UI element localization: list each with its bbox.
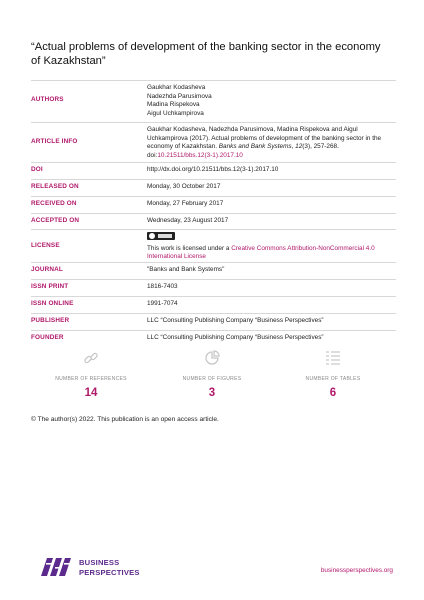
divider <box>31 122 396 123</box>
references-label: NUMBER OF REFERENCES <box>55 376 127 382</box>
doi-label: DOI <box>31 166 43 173</box>
references-value: 14 <box>84 387 98 399</box>
issn-online-value: 1991-7074 <box>147 300 178 307</box>
citation-journal: Banks and Bank Systems <box>218 143 292 151</box>
divider <box>31 179 396 180</box>
stat-tables <box>273 350 393 399</box>
logo-line2: PERSPECTIVES <box>79 567 140 577</box>
author-name: Gaukhar Kodasheva <box>147 84 206 91</box>
founder-value: LLC “Consulting Publishing Company “Business Perspectives” <box>147 334 324 341</box>
tables-value: 6 <box>329 387 337 399</box>
released-label: RELEASED ON <box>31 183 79 190</box>
page-title: “Actual problems of development of the banking sector in the economy of Kazakhstan” <box>31 41 381 67</box>
authors-label: AUTHORS <box>31 96 64 103</box>
stat-figures <box>152 350 272 399</box>
cc-license-icon[interactable] <box>147 232 175 240</box>
authors-value <box>147 84 397 118</box>
logo-text <box>79 558 140 577</box>
issn-print-value: 1816-7403 <box>147 283 178 290</box>
author-name: Madina Rispekova <box>147 101 200 109</box>
divider <box>31 279 396 280</box>
divider <box>31 162 396 163</box>
journal-value: "Banks and Bank Systems" <box>147 266 225 273</box>
figures-label: NUMBER OF FIGURES <box>182 376 242 382</box>
accepted-value: Wednesday, 23 August 2017 <box>147 217 229 224</box>
divider <box>31 229 396 230</box>
citation-doi-prefix: doi: <box>147 151 158 159</box>
divider <box>31 213 396 214</box>
issn-print-label: ISSN PRINT <box>31 283 69 290</box>
author-name: Aigul Uchkampirova <box>147 109 204 117</box>
citation-text: Gaukhar Kodasheva, Nadezhda Parusimova, Madina Rispekova and Aigul Uchkampirova (2017). Actual problems of development of the banking sector in the economy of Kazakhstan. <box>147 126 382 151</box>
divider <box>31 262 396 263</box>
tables-label: NUMBER OF TABLES <box>305 376 361 382</box>
license-value <box>147 232 397 262</box>
logo-line1: BUSINESS <box>79 558 120 567</box>
doi-value[interactable]: http://dx.doi.org/10.21511/bbs.12(3-1).2017.10 <box>147 166 279 173</box>
issn-online-label: ISSN ONLINE <box>31 300 74 307</box>
citation-volume: 12 <box>295 143 303 151</box>
article-info-value <box>147 126 397 160</box>
journal-label: JOURNAL <box>31 266 63 273</box>
received-value: Monday, 27 February 2017 <box>147 200 224 207</box>
license-label: LICENSE <box>31 242 60 249</box>
author-name: Nadezhda Parusimova <box>147 92 212 100</box>
link-icon <box>83 350 99 366</box>
divider <box>31 80 396 81</box>
figures-value: 3 <box>208 387 216 399</box>
founder-label: FOUNDER <box>31 334 64 341</box>
citation-pages: (3), 257-268. <box>302 143 339 151</box>
business-perspectives-logo-icon[interactable] <box>37 556 75 578</box>
received-label: RECEIVED ON <box>31 200 77 207</box>
website-link[interactable]: businessperspectives.org <box>320 567 393 574</box>
divider <box>31 196 396 197</box>
pie-chart-icon <box>204 350 220 366</box>
copyright-notice: © The author(s) 2022. This publication is an open access article. <box>31 416 219 423</box>
license-link[interactable]: Creative Commons Attribution-NonCommercial 4.0 International License <box>147 244 375 261</box>
table-icon <box>325 350 341 366</box>
citation-sep: , <box>291 143 296 151</box>
stat-references <box>31 350 151 399</box>
accepted-label: ACCEPTED ON <box>31 217 80 224</box>
publisher-value: LLC “Consulting Publishing Company “Business Perspectives” <box>147 317 324 324</box>
divider <box>31 296 396 297</box>
citation-doi-link[interactable]: 10.21511/bbs.12(3-1).2017.10 <box>157 151 243 159</box>
released-value: Monday, 30 October 2017 <box>147 183 221 190</box>
article-info-label: ARTICLE INFO <box>31 138 78 145</box>
publisher-label: PUBLISHER <box>31 317 70 324</box>
divider <box>31 330 396 331</box>
divider <box>31 313 396 314</box>
license-text: This work is licensed under a <box>147 244 232 252</box>
